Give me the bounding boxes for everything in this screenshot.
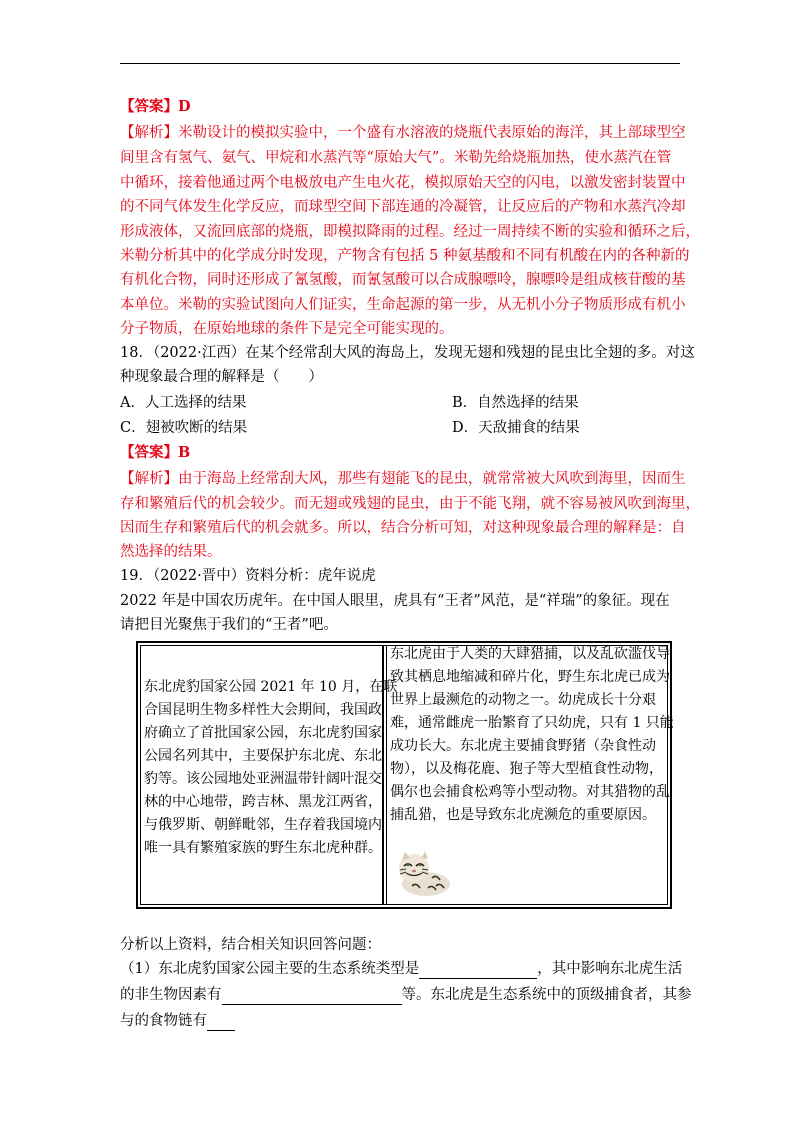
analysis-18-line: 存和繁殖后代的机会较少。而无翅或残翅的昆虫，由于不能飞翔，就不容易被风吹到海里， bbox=[120, 496, 700, 512]
right-cell-line: 偶尔也会捕食松鸡等小型动物。对其猎物的乱 bbox=[390, 784, 670, 800]
left-cell-line: 与俄罗斯、朝鲜毗邻，生存着我国境内 bbox=[144, 817, 382, 833]
sub-question-1-text: 与的食物链有 bbox=[120, 1013, 207, 1029]
sub-question-1-text: 等。东北虎是生态系统中的顶级捕食者，其参 bbox=[401, 987, 692, 1003]
analysis-18-line: 然选择的结果。 bbox=[120, 544, 222, 560]
right-cell-line: 物），以及梅花鹿、狍子等大型植食性动物， bbox=[390, 761, 663, 777]
right-cell-line: 成功长大。东北虎主要捕食野猪（杂食性动 bbox=[390, 738, 656, 754]
left-cell-line: 合国昆明生物多样性大会期间，我国政 bbox=[144, 702, 382, 718]
sub-question-1-text: 的非生物因素有 bbox=[120, 987, 222, 1003]
analysis-17-line: 米勒分析其中的化学成分时发现，产物含有包括 5 种氨基酸和不同有机酸在内的各种新的 bbox=[120, 248, 690, 264]
answer-blank[interactable] bbox=[222, 988, 402, 1005]
option-a: A．人工选择的结果 bbox=[120, 395, 247, 411]
answer-blank[interactable] bbox=[419, 962, 537, 979]
sub-question-1-line3 bbox=[120, 1011, 235, 1031]
header-rule bbox=[120, 63, 680, 64]
question-19-intro: 请把目光聚焦于我们的“王者”吧。 bbox=[120, 617, 338, 633]
question-18-stem: 种现象最合理的解释是（ ） bbox=[120, 369, 323, 385]
analysis-17-line: 间里含有氢气、氨气、甲烷和水蒸汽等“原始大气”。米勒先给烧瓶加热，使水蒸汽在管 bbox=[120, 150, 672, 166]
answer-blank[interactable] bbox=[207, 1014, 235, 1031]
analysis-17-line: 分子物质，在原始地球的条件下是完全可能实现的。 bbox=[120, 321, 454, 337]
analysis-17-line: 本单位。米勒的实验试图向人们证实，生命起源的第一步，从无机小分子物质形成有机小 bbox=[120, 297, 686, 313]
right-cell-line: 东北虎由于人类的大肆猎捕，以及乱砍滥伐导 bbox=[390, 646, 670, 662]
question-19-intro: 2022 年是中国农历虎年。在中国人眼里，虎具有“王者”风范，是“祥瑞”的象征。现在 bbox=[120, 593, 670, 609]
left-cell-line: 公园名列其中，主要保护东北虎、东北 bbox=[144, 748, 382, 764]
sub-question-1-line2 bbox=[120, 985, 692, 1005]
sub-question-1-line1 bbox=[120, 959, 682, 979]
right-cell-line: 世界上最濒危的动物之一。幼虎成长十分艰 bbox=[390, 692, 656, 708]
question-19-stem: 19．（2022·晋中）资料分析：虎年说虎 bbox=[120, 568, 376, 584]
sub-question-1-text: （1）东北虎豹国家公园主要的生态系统类型是 bbox=[120, 961, 420, 977]
right-cell-line: 难，通常雌虎一胎繁育了只幼虎，只有 1 只能 bbox=[390, 715, 674, 731]
analysis-17-line: 的不同气体发生化学反应，而球型空间下部连通的冷凝管，让反应后的产物和水蒸汽冷却 bbox=[120, 199, 686, 215]
right-cell-line: 致其栖息地缩减和碎片化，野生东北虎已成为 bbox=[390, 669, 670, 685]
analysis-18-line: 【解析】由于海岛上经常刮大风，那些有翅能飞的昆虫，就常常被大风吹到海里，因而生 bbox=[120, 471, 686, 487]
left-cell-line: 林的中心地带，跨吉林、黑龙江两省， bbox=[144, 794, 382, 810]
answer-17-label: 【答案】D bbox=[120, 98, 191, 115]
left-cell-line: 豹等。该公园地处亚洲温带针阔叶混交 bbox=[144, 771, 382, 787]
analysis-17-line: 中循环，接着他通过两个电极放电产生电火花，模拟原始天空的闪电，以激发密封装置中 bbox=[120, 175, 686, 191]
analysis-17-line: 形成液体，又流回底部的烧瓶，即模拟降雨的过程。经过一周持续不断的实验和循环之后， bbox=[120, 224, 700, 240]
answer-18-label: 【答案】B bbox=[120, 444, 191, 461]
right-cell-line: 捕乱猎，也是导致东北虎濒危的重要原因。 bbox=[390, 807, 656, 823]
analysis-18-line: 因而生存和繁殖后代的机会就多。所以，结合分析可知，对这种现象最合理的解释是：自 bbox=[120, 520, 686, 536]
left-cell-line: 府确立了首批国家公园，东北虎豹国家 bbox=[144, 725, 382, 741]
option-d: D．天敌捕食的结果 bbox=[452, 420, 580, 436]
question-18-stem: 18．（2022·江西）在某个经常刮大风的海岛上，发现无翅和残翅的昆虫比全翅的多。对这 bbox=[120, 345, 695, 361]
option-c: C．翅被吹断的结果 bbox=[120, 420, 248, 436]
left-cell-line: 东北虎豹国家公园 2021 年 10 月，在联 bbox=[144, 679, 398, 695]
analysis-17-line: 【解析】米勒设计的模拟实验中，一个盛有水溶液的烧瓶代表原始的海洋，其上部球型空 bbox=[120, 125, 686, 141]
sub-question-1-text: ，其中影响东北虎生活 bbox=[537, 961, 683, 977]
left-cell-line: 唯一具有繁殖家族的野生东北虎种群。 bbox=[144, 840, 382, 856]
option-b: B．自然选择的结果 bbox=[452, 395, 579, 411]
analysis-17-line: 有机化合物，同时还形成了氰氢酸，而氰氢酸可以合成腺嘌呤，腺嘌呤是组成核苷酸的基 bbox=[120, 272, 686, 288]
analysis-prompt: 分析以上资料，结合相关知识回答问题： bbox=[120, 937, 381, 953]
tiger-photo bbox=[392, 838, 454, 900]
